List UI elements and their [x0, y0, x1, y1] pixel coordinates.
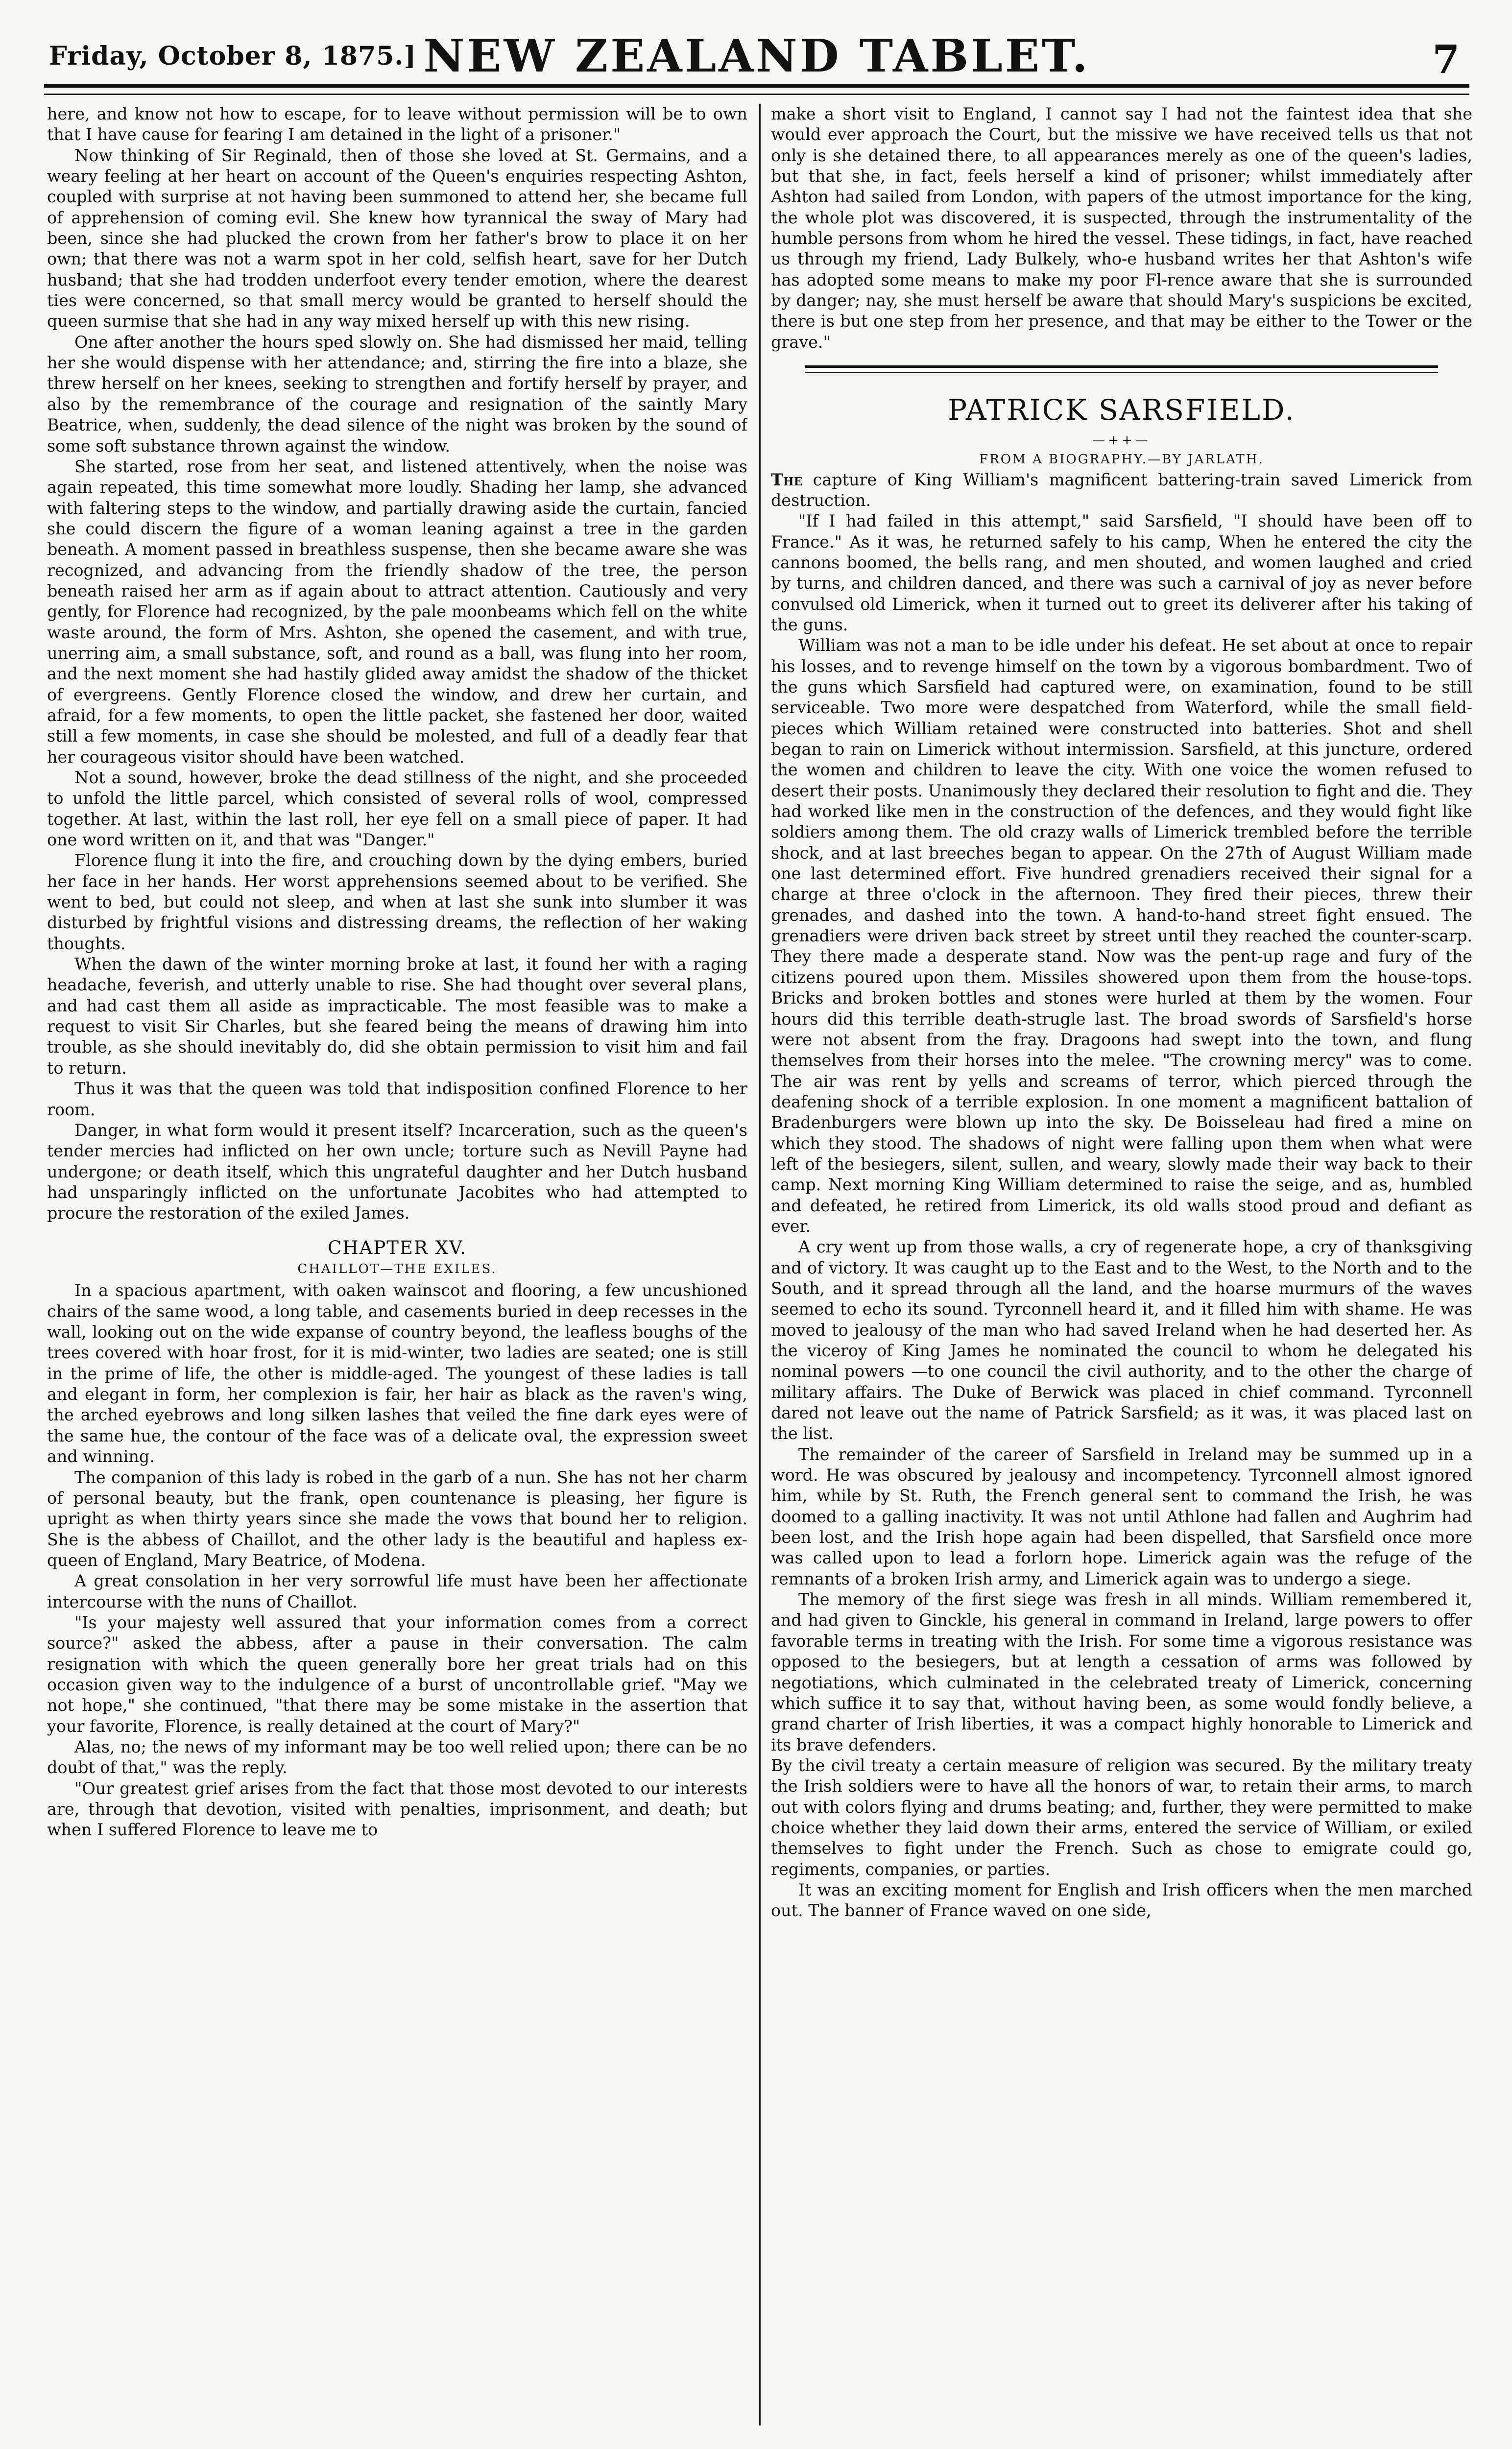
lead-text: capture of King William's magnificent battering-train saved Limerick from destruction.: [771, 470, 1472, 510]
masthead-rule: [44, 94, 1469, 95]
story-paragraph: When the dawn of the winter morning broke at last, it found her with a raging headache, feverish, and utterly unable to rise. She had thought over several plans, and had cast them all aside as impracticable. The most feasible was to make a request to visit Sir Charles, but she feared being the means of drawing him into trouble, as she should inevitably do, did she obtain permission to visit him and fail to return.: [47, 955, 747, 1078]
article-paragraph: A cry went up from those walls, a cry of regenerate hope, a cry of thanksgiving and of victory. It was caught up to the East and to the West, to the North and to the South, and it spread through all the land, and the hoarse murmurs of the waves seemed to echo its sound. Tyrconnell heard it, and it filled him with shame. He was moved to jealousy of the man who had saved Ireland when he had deserted her. As the viceroy of King James he nominated the council to whom he delegated his nominal powers —to one council the civil authority, and to the other the charge of military affairs. The Duke of Berwick was placed in chief command. Tyrconnell dared not leave out the name of Patrick Sarsfield; as it was, it was placed last on the list.: [771, 1237, 1472, 1443]
page-number: 7: [1432, 36, 1460, 82]
story-paragraph: Now thinking of Sir Reginald, then of those she loved at St. Germains, and a weary feeling at her heart on account of the Queen's enquiries respecting Ashton, coupled with surprise at not having been summoned to attend her, she became full of apprehension of coming evil. She knew how tyrannical the sway of Mary had been, since she had plucked the crown from her father's brow to place it on her own; that there was not a warm spot in her cold, selfish heart, save for her Dutch husband; that she had trodden underfoot every tender emotion, where the dearest ties were concerned, so that small mercy would be granted to herself should the queen surmise that she had in any way mixed herself up with this new rising.: [47, 145, 747, 331]
story-paragraph: here, and know not how to escape, for to leave without permission will be to own that I have cause for fearing I am detained in the light of a prisoner.": [47, 104, 747, 144]
lead-word: The: [771, 470, 803, 489]
story-paragraph: Thus it was that the queen was told that indisposition confined Florence to her room.: [47, 1079, 747, 1119]
story-paragraph: She started, rose from her seat, and listened attentively, when the noise was again repeated, this time somewhat more loudly. Shading her lamp, she advanced with faltering steps to the window, and partially drawing aside the curtain, fancied she could discern the figure of a woman leaning against a tree in the garden beneath. A moment passed in breathless suspense, then she became aware she was recognized, and advancing from the friendly shadow of the tree, the person beneath raised her arm as if again about to attract attention. Cautiously and very gently, for Florence had recognized, by the pale moonbeams which fell on the white waste around, the form of Mrs. Ashton, she opened the casement, and with true, unerring aim, a small substance, soft, and round as a ball, was flung into her room, and the next moment she had hastily glided away amidst the shadow of the thicket of evergreens. Gently Florence closed the window, and drew her curtain, and afraid, for a few moments, to open the little packet, she fastened her door, waited still a few moments, in case she should be molested, and full of a deadly fear that her courageous visitor should have been watched.: [47, 456, 747, 767]
right-column: [771, 104, 1472, 2426]
chapter-subheading: CHAILLOT—THE EXILES.: [297, 1262, 497, 1277]
article-paragraph: "If I had failed in this attempt," said Sarsfield, "I should have been off to France." As it was, he returned safely to his camp, When he entered the city the cannons boomed, the bells rang, and men shouted, and women laughed and cried by turns, and children danced, and there was such a carnival of joy as never before convulsed old Limerick, when it turned out to greet its deliverer after his taking of the guns.: [771, 511, 1472, 634]
article-paragraph: By the civil treaty a certain measure of religion was secured. By the military treaty the Irish soldiers were to have all the honors of war, to retain their arms, to march out with colors flying and drums beating; and, further, they were permitted to make choice whether they laid down their arms, entered the service of William, or exiled themselves to fight under the French. Such as chose to emigrate could go, regiments, companies, or parties.: [771, 1755, 1472, 1879]
article-paragraph: The memory of the first siege was fresh in all minds. William remembered it, and had given to Ginckle, his general in command in Ireland, large powers to offer favorable terms in treating with the Irish. For some time a vigorous resistance was opposed to the besiegers, but at length a cessation of arms was followed by negotiations, which culminated in the celebrated treaty of Limerick, concerning which suffice it to say that, without having been, as some would fondly believe, a grand charter of Irish liberties, it was a compact highly honorable to Limerick and its brave defenders.: [771, 1590, 1472, 1754]
chapter-paragraph: "Is your majesty well assured that your information comes from a correct source?" asked the abbess, after a pause in their conversation. The calm resignation with which the queen generally bore her great trials had on this occasion given way to the indulgence of a burst of uncontrollable grief. "May we not hope," she continued, "that there may be some mistake in the assertion that your favorite, Florence, is really detained at the court of Mary?": [47, 1612, 747, 1736]
article-lead-paragraph: [771, 470, 1472, 511]
chapter-paragraph: The companion of this lady is robed in the garb of a nun. She has not her charm of personal beauty, but the frank, open countenance is pleasing, her figure is upright as when thirty years since she made the vows that bound her to religion. She is the abbess of Chaillot, and the other lady is the beautiful and hapless ex-queen of England, Mary Beatrice, of Modena.: [47, 1467, 747, 1570]
masthead: [44, 25, 1469, 88]
section-divider: [805, 365, 1438, 373]
chapter-paragraph: In a spacious apartment, with oaken wainscot and flooring, a few uncushioned chairs of the same wood, a long table, and casements buried in deep recesses in the wall, looking out on the wide expanse of country beyond, the leafless boughs of the trees covered with hoar frost, for it is mid-winter, two ladies are seated; one is still in the prime of life, the other is middle-aged. The youngest of these ladies is tall and elegant in form, her complexion is fair, her hair as black as the raven's wing, the arched eyebrows and long silken lashes that veiled the fine dark eyes were of the same hue, the contour of the face was of a delicate oval, the expression sweet and winning.: [47, 1281, 747, 1466]
article-paragraph: It was an exciting moment for English and Irish officers when the men marched out. The banner of France waved on one side,: [771, 1880, 1472, 1921]
story-paragraph: One after another the hours sped slowly on. She had dismissed her maid, telling her she would dispense with her attendance; and, stirring the fire into a blaze, she threw herself on her knees, seeking to strengthen and fortify herself by prayer, and also by the remembrance of the courage and resignation of the saintly Mary Beatrice, when, suddenly, the dead silence of the night was broken by the sound of some soft substance thrown against the window.: [47, 332, 747, 456]
article-paragraph: The remainder of the career of Sarsfield in Ireland may be summed up in a word. He was obscured by jealousy and incompetency. Tyrconnell almost ignored him, while by St. Ruth, the French general sent to command the Irish, he was doomed to a galling inactivity. It was not until Athlone had fallen and Aughrim had been lost, and the Irish hope again had been dispelled, that Sarsfield once more was called upon to lead a forlorn hope. Limerick again was the refuge of the remnants of a broken Irish army, and Limerick again was to undergo a siege.: [771, 1444, 1472, 1588]
article-paragraph: William was not a man to be idle under his defeat. He set about at once to repair his losses, and to revenge himself on the town by a vigorous bombardment. Two of the guns which Sarsfield had captured were, on examination, found to be still serviceable. Two more were despatched from Waterford, while the small field-pieces which William retained were constructed into batteries. Shot and shell began to rain on Limerick without intermission. Sarsfield, at this juncture, ordered the women and children to leave the city. With one voice the women refused to desert their posts. Unanimously they declared their resolution to fight and die. They had worked like men in the construction of the defences, and they would fight like soldiers among them. The old crazy walls of Limerick trembled before the terrible shock, and at last breeches began to appear. On the 27th of August William made one last determined effort. Five hundred grenadiers received their signal for a charge at three o'clock in the afternoon. They fired their pieces, threw their grenades, and dashed into the town. A hand-to-hand street fight ensued. The grenadiers were driven back street by street until they reached the counter-scarp. They there made a desperate stand. Now was the pent-up rage and fury of the citizens poured upon them. Missiles showered upon them from the house-tops. Bricks and broken bottles and stones were hurled at them by the women. Four hours did this terrible death-strugle last. The broad swords of Sarsfield's horse were not absent from the fray. Dragoons had swept into the town, and flung themselves from their horses into the melee. "The crowning mercy" was to come. The air was rent by yells and screams of terror, which pierced through the deafening shock of a terrible explosion. In one moment a magnificent battalion of Bradenburgers were blown up into the sky. De Boisseleau had fired a mine on which they stood. The shadows of night were falling upon them when what were left of the besiegers, silent, sullen, and weary, slowly made their way back to their camp. Next morning King William determined to raise the seige, and as, humbled and defeated, he retired from Limerick, its old walls stood proud and defiant as ever.: [771, 636, 1472, 1236]
issue-date: Friday, October 8, 1875.]: [49, 41, 417, 71]
left-column: [47, 104, 747, 2426]
column-divider: [759, 104, 761, 2425]
chapter-paragraph: Alas, no; the news of my informant may be too well relied upon; there can be no doubt of that," was the reply.: [47, 1737, 747, 1777]
story-paragraph: Danger, in what form would it present itself? Incarceration, such as the queen's tender mercies had inflicted on her own uncle; torture such as Nevill Payne had undergone; or death itself, which this ungrateful daughter and her Dutch husband had unsparingly inflicted on the unfortunate Jacobites who had attempted to procure the restoration of the exiled James.: [47, 1120, 747, 1223]
story-paragraph: make a short visit to England, I cannot say I had not the faintest idea that she would ever approach the Court, but the missive we have received tells us that not only is she detained there, to all appearances merely as one of the queen's ladies, but that she, in fact, feels herself a kind of prisoner; whilst immediately after Ashton had sailed from London, with papers of the utmost importance for the king, the whole plot was discovered, it is suspected, through the instrumentality of the humble persons from whom he hired the vessel. These tidings, in fact, have reached us through my friend, Lady Bulkely, who-e husband writes her that Ashton's wife has adopted some means to make my poor Fl-rence aware that she is surrounded by danger; nay, she must herself be aware that should Mary's suspicions be excited, there is but one step from her presence, and that may be either to the Tower or the grave.": [771, 104, 1472, 352]
chapter-paragraph: "Our greatest grief arises from the fact that those most devoted to our interests are, through that devotion, visited with penalties, imprisonment, and death; but when I suffered Florence to leave me to: [47, 1778, 747, 1840]
newspaper-title: NEW ZEALAND TABLET.: [423, 29, 1090, 82]
chapter-paragraph: A great consolation in her very sorrowful life must have been her affectionate intercourse with the nuns of Chaillot.: [47, 1571, 747, 1611]
story-paragraph: Florence flung it into the fire, and crouching down by the dying embers, buried her face in her hands. Her worst apprehensions seemed about to be verified. She went to bed, but could not sleep, and when at last she sunk into slumber it was disturbed by frightful visions and distressing dreams, the reflection of her waking thoughts.: [47, 851, 747, 953]
article-byline: FROM A BIOGRAPHY.—BY JARLATH.: [979, 452, 1264, 467]
story-paragraph: Not a sound, however, broke the dead stillness of the night, and she proceeded to unfold the little parcel, which consisted of several rolls of wool, compressed together. At last, within the last roll, her eye fell on a small piece of paper. It had one word written on it, and that was "Danger.": [47, 768, 747, 850]
chapter-heading: CHAPTER XV.: [328, 1237, 467, 1258]
article-title: PATRICK SARSFIELD.: [948, 393, 1296, 427]
title-ornament: —++—: [1092, 432, 1151, 448]
